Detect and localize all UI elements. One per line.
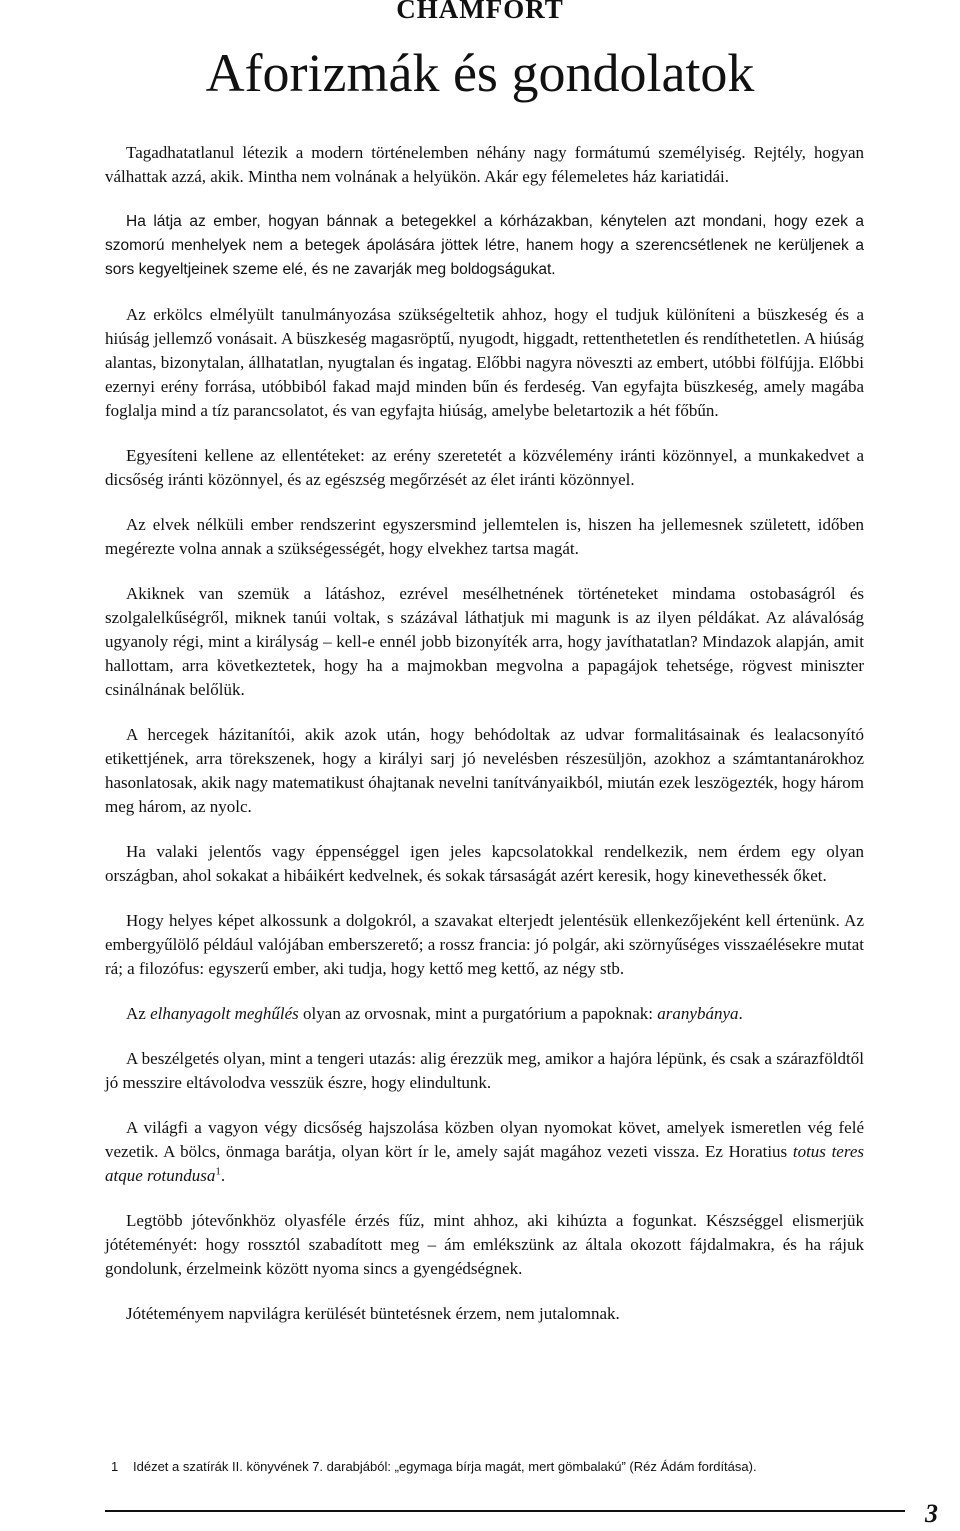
footnote-number: 1 bbox=[111, 1459, 119, 1474]
paragraph: Egyesíteni kellene az ellentéteket: az erény szeretetét a közvélemény iránti közönnyel, a munkakedvet a dicsőség iránti közönnyel, és az egészség megőrzését az élet iránti közönnyel. bbox=[105, 446, 864, 489]
paragraph: Legtöbb jótevőnkhöz olyasféle érzés fűz, mint ahhoz, aki kihúzta a fogunkat. Készséggel elismerjük jótéteményét: hogy rossztól szabadított meg – ám emlékszünk az általa okozott fájdalmakra, és ha rájuk gondolunk, érzelmeink között nyoma sincs a gyengédségnek. bbox=[105, 1211, 864, 1278]
footnote bbox=[111, 1458, 871, 1476]
italic-text: elhanyagolt meghűlés bbox=[150, 1004, 299, 1023]
paragraph: Jótéteményem napvilágra kerülését büntetésnek érzem, nem jutalomnak. bbox=[126, 1304, 620, 1323]
italic-text: aranybánya bbox=[657, 1004, 739, 1023]
text-run: . bbox=[220, 1166, 226, 1185]
page-number: 3 bbox=[925, 1499, 938, 1528]
italic-text: totus teres atque rotundusa bbox=[105, 1142, 864, 1185]
author-heading: CHAMFORT bbox=[396, 0, 564, 24]
paragraph bbox=[105, 1116, 864, 1188]
paragraph: A beszélgetés olyan, mint a tengeri utazás: alig érezzük meg, amikor a hajóra lépünk, és csak a szárazföldtől jó messzire eltávolodva vesszük észre, hogy elindultunk. bbox=[105, 1049, 864, 1092]
text-run: . bbox=[738, 1004, 743, 1023]
footnote-text: Idézet a szatírák II. könyvének 7. darabjából: „egymaga bírja magát, mert gömbalakú” (Réz Ádám fordítása). bbox=[133, 1459, 757, 1474]
paragraph: Az erkölcs elmélyült tanulmányozása szükségeltetik ahhoz, hogy el tudjuk különíteni a büszkeség és a hiúság jellemző vonásait. A büszkeség magasröptű, nyugodt, higgadt, rettenthetetlen és rendíthetetlen. A hiúság alantas, bizonytalan, állhatatlan, nyugtalan és ingatag. Előbbi nagyra növeszti az embert, utóbbi fölfújja. Előbbi ezernyi erény forrása, utóbbiból fakad majd minden bűn és ferdeség. Van egyfajta büszkeség, amely magába foglalja mind a tíz parancsolatot, és van egyfajta hiúság, amelybe beletartozik a hét főbűn. bbox=[105, 305, 864, 420]
paragraph: Hogy helyes képet alkossunk a dolgokról, a szavakat elterjedt jelentésük ellenkezőjeként kell értenünk. Az embergyűlölő például valójában emberszerető; a rossz francia: jó polgár, aki szörnyűséges visszaélésekre mutat rá; a filozófus: egyszerű ember, aki tudja, hogy kettő meg kettő, az négy stb. bbox=[105, 911, 864, 978]
paragraph: Az elvek nélküli ember rendszerint egyszersmind jellemtelen is, hiszen ha jellemesnek született, időben megérezte volna annak a szükségességét, hogy elvekhez tartsa magát. bbox=[105, 515, 864, 558]
text-run: A világfi a vagyon végy dicsőség hajszolása közben olyan nyomokat követ, amelyek ismeretlen vég felé vezetik. A bölcs, önmaga barátja, olyan kört ír le, amely saját magához vezeti vissza. Ez Horatius bbox=[105, 1118, 864, 1161]
footnote-ref: 1 bbox=[215, 1165, 221, 1178]
paragraph: Ha valaki jelentős vagy éppenséggel igen jeles kapcsolatokkal rendelkezik, nem érdem egy olyan országban, ahol sokakat a hibáikért kedvelnek, és sokak társaságát azért keresik, hogy kinevethessék őket. bbox=[105, 842, 864, 885]
text-run: olyan az orvosnak, mint a purgatórium a papoknak: bbox=[298, 1004, 658, 1023]
page-title: Aforizmák és gondolatok bbox=[205, 43, 755, 103]
body-text bbox=[105, 141, 864, 1347]
paragraph: Akiknek van szemük a látáshoz, ezrével mesélhetnének történeteket mindama ostobaságról és szolgalelkűségről, miknek tanúi voltak, s százával láthatjuk mi magunk is az ilyen példákat. Az alávalóság ugyanoly régi, mint a királyság – kell-e ennél jobb bizonyíték arra, hogy javíthatatlan? Mindazok alapján, amit hallottam, arra következtetek, hogy ha a majmokban megvolna a papagájok tehetsége, rögvest miniszter csinálnának belőlük. bbox=[105, 584, 864, 699]
footer-rule bbox=[105, 1510, 905, 1512]
paragraph: A hercegek házitanítói, akik azok után, hogy behódoltak az udvar formalitásainak és lealacsonyító etikettjének, arra törekszenek, hogy a királyi sarj jó nevelésben részesüljön, azokhoz a számtantanárokhoz hasonlatosak, akik nagy matematikust óhajtanak nevelni tanítványaikból, miután ezek leszögezték, hogy három meg három, az nyolc. bbox=[105, 725, 864, 816]
paragraph bbox=[105, 1002, 864, 1026]
text-run: Az bbox=[126, 1004, 151, 1023]
paragraph: Tagadhatatlanul létezik a modern történelemben néhány nagy formátumú személyiség. Rejtély, hogyan válhattak azzá, akik. Mintha nem volnának a helyükön. Akár egy félemeletes ház kariatidái. bbox=[105, 143, 864, 186]
paragraph: Ha látja az ember, hogyan bánnak a betegekkel a kórházakban, kénytelen azt mondani, hogy ezek a szomorú menhelyek nem a betegek ápolására jöttek létre, hanem hogy a szerencsétlenek ne kerüljenek a sors kegyeltjeinek szeme elé, és ne zavarják meg boldogságukat. bbox=[105, 213, 864, 278]
